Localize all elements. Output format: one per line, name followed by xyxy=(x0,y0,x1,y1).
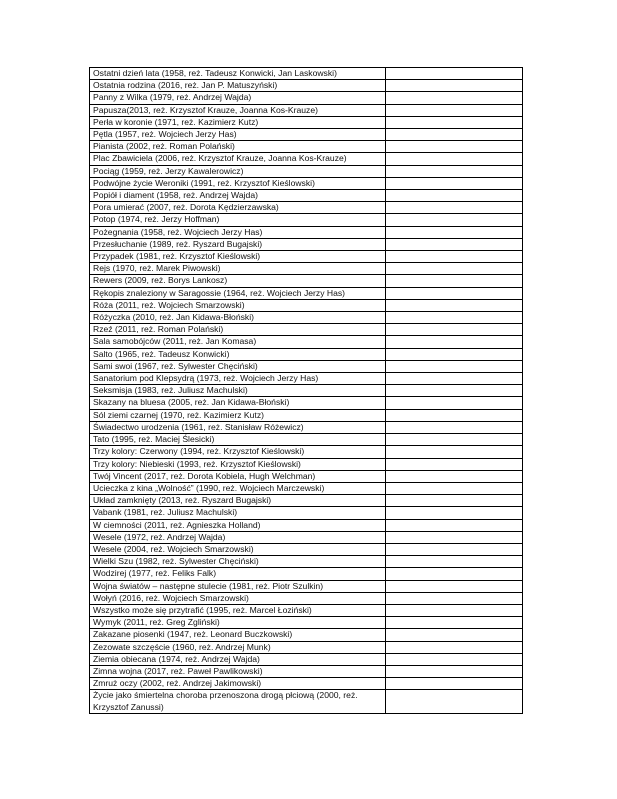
empty-cell xyxy=(386,92,523,104)
film-title-cell: Ostatni dzień lata (1958, reż. Tadeusz Konwicki, Jan Laskowski) xyxy=(90,68,386,80)
film-title-cell: Wodzirej (1977, reż. Feliks Falk) xyxy=(90,568,386,580)
table-row xyxy=(90,312,523,324)
film-title-cell: Zezowate szczęście (1960, reż. Andrzej Munk) xyxy=(90,641,386,653)
empty-cell xyxy=(386,360,523,372)
table-row xyxy=(90,190,523,202)
empty-cell xyxy=(386,446,523,458)
empty-cell xyxy=(386,531,523,543)
empty-cell xyxy=(386,543,523,555)
empty-cell xyxy=(386,507,523,519)
film-title-cell: Ziemia obiecana (1974, reż. Andrzej Wajda) xyxy=(90,653,386,665)
table-row xyxy=(90,165,523,177)
film-title-cell: Rewers (2009, reż. Borys Lankosz) xyxy=(90,275,386,287)
empty-cell xyxy=(386,592,523,604)
empty-cell xyxy=(386,104,523,116)
film-title-cell: Potop (1974, reż. Jerzy Hoffman) xyxy=(90,214,386,226)
table-row xyxy=(90,592,523,604)
film-title-cell: Pora umierać (2007, reż. Dorota Kędzierzawska) xyxy=(90,202,386,214)
empty-cell xyxy=(386,275,523,287)
table-row xyxy=(90,604,523,616)
film-title-cell: Ostatnia rodzina (2016, reż. Jan P. Matuszyński) xyxy=(90,80,386,92)
empty-cell xyxy=(386,177,523,189)
table-row xyxy=(90,251,523,263)
empty-cell xyxy=(386,202,523,214)
empty-cell xyxy=(386,165,523,177)
empty-cell xyxy=(386,470,523,482)
empty-cell xyxy=(386,80,523,92)
table-row xyxy=(90,519,523,531)
empty-cell xyxy=(386,141,523,153)
empty-cell xyxy=(386,312,523,324)
table-row xyxy=(90,68,523,80)
empty-cell xyxy=(386,68,523,80)
film-title-cell: Plac Zbawiciela (2006, reż. Krzysztof Krauze, Joanna Kos-Krauze) xyxy=(90,153,386,165)
film-title-cell: Popiół i diament (1958, reż. Andrzej Wajda) xyxy=(90,190,386,202)
table-row xyxy=(90,446,523,458)
table-row xyxy=(90,653,523,665)
table-row xyxy=(90,507,523,519)
table-row xyxy=(90,385,523,397)
empty-cell xyxy=(386,495,523,507)
empty-cell xyxy=(386,251,523,263)
film-title-cell: Seksmisja (1983, reż. Juliusz Machulski) xyxy=(90,385,386,397)
film-title-cell: Wesele (2004, reż. Wojciech Smarzowski) xyxy=(90,543,386,555)
film-title-cell: Wesele (1972, reż. Andrzej Wajda) xyxy=(90,531,386,543)
empty-cell xyxy=(386,397,523,409)
film-title-cell: Róża (2011, reż. Wojciech Smarzowski) xyxy=(90,299,386,311)
empty-cell xyxy=(386,287,523,299)
empty-cell xyxy=(386,299,523,311)
table-row xyxy=(90,141,523,153)
film-title-cell: Układ zamknięty (2013, reż. Ryszard Bugajski) xyxy=(90,495,386,507)
table-row xyxy=(90,104,523,116)
table-row xyxy=(90,397,523,409)
film-title-cell: Rękopis znaleziony w Saragossie (1964, reż. Wojciech Jerzy Has) xyxy=(90,287,386,299)
film-title-cell: Rejs (1970, reż. Marek Piwowski) xyxy=(90,263,386,275)
table-row xyxy=(90,360,523,372)
empty-cell xyxy=(386,434,523,446)
empty-cell xyxy=(386,458,523,470)
table-row xyxy=(90,665,523,677)
table-row xyxy=(90,690,523,713)
table-row xyxy=(90,348,523,360)
table-row xyxy=(90,580,523,592)
film-title-cell: Twój Vincent (2017, reż. Dorota Kobiela, Hugh Welchman) xyxy=(90,470,386,482)
film-title-cell: Przypadek (1981, reż. Krzysztof Kieślowski) xyxy=(90,251,386,263)
film-table-body xyxy=(90,68,523,714)
film-title-cell: Zimna wojna (2017, reż. Paweł Pawlikowski) xyxy=(90,665,386,677)
film-title-cell: Sala samobójców (2011, reż. Jan Komasa) xyxy=(90,336,386,348)
film-title-cell: Trzy kolory: Niebieski (1993, reż. Krzysztof Kieślowski) xyxy=(90,458,386,470)
empty-cell xyxy=(386,324,523,336)
table-row xyxy=(90,226,523,238)
table-row xyxy=(90,324,523,336)
table-row xyxy=(90,287,523,299)
empty-cell xyxy=(386,116,523,128)
film-title-cell: Przesłuchanie (1989, reż. Ryszard Bugajski) xyxy=(90,238,386,250)
film-title-cell: Podwójne życie Weroniki (1991, reż. Krzysztof Kieślowski) xyxy=(90,177,386,189)
film-title-cell: Vabank (1981, reż. Juliusz Machulski) xyxy=(90,507,386,519)
empty-cell xyxy=(386,226,523,238)
table-row xyxy=(90,214,523,226)
empty-cell xyxy=(386,214,523,226)
empty-cell xyxy=(386,263,523,275)
empty-cell xyxy=(386,665,523,677)
empty-cell xyxy=(386,653,523,665)
film-title-cell: Trzy kolory: Czerwony (1994, reż. Krzysztof Kieślowski) xyxy=(90,446,386,458)
film-title-cell: Skazany na bluesa (2005, reż. Jan Kidawa-Błoński) xyxy=(90,397,386,409)
table-row xyxy=(90,409,523,421)
table-row xyxy=(90,80,523,92)
table-row xyxy=(90,153,523,165)
film-title-cell: Wielki Szu (1982, reż. Sylwester Chęciński) xyxy=(90,556,386,568)
empty-cell xyxy=(386,641,523,653)
empty-cell xyxy=(386,373,523,385)
table-row xyxy=(90,434,523,446)
film-title-cell: Pianista (2002, reż. Roman Polański) xyxy=(90,141,386,153)
film-title-cell: Perła w koronie (1971, reż. Kazimierz Kutz) xyxy=(90,116,386,128)
film-title-cell: Świadectwo urodzenia (1961, reż. Stanisław Różewicz) xyxy=(90,421,386,433)
table-row xyxy=(90,238,523,250)
film-title-cell: Wymyk (2011, reż. Greg Zgliński) xyxy=(90,617,386,629)
table-row xyxy=(90,641,523,653)
table-row xyxy=(90,373,523,385)
empty-cell xyxy=(386,409,523,421)
table-row xyxy=(90,177,523,189)
table-row xyxy=(90,275,523,287)
table-row xyxy=(90,116,523,128)
table-row xyxy=(90,421,523,433)
empty-cell xyxy=(386,556,523,568)
empty-cell xyxy=(386,421,523,433)
film-title-cell: Pętla (1957, reż. Wojciech Jerzy Has) xyxy=(90,129,386,141)
film-title-cell: Rzeź (2011, reż. Roman Polański) xyxy=(90,324,386,336)
film-title-cell: Różyczka (2010, reż. Jan Kidawa-Błoński) xyxy=(90,312,386,324)
table-row xyxy=(90,458,523,470)
table-row xyxy=(90,629,523,641)
table-row xyxy=(90,92,523,104)
film-title-cell: Pożegnania (1958, reż. Wojciech Jerzy Has) xyxy=(90,226,386,238)
empty-cell xyxy=(386,580,523,592)
empty-cell xyxy=(386,678,523,690)
table-row xyxy=(90,336,523,348)
film-title-cell: Panny z Wilka (1979, reż. Andrzej Wajda) xyxy=(90,92,386,104)
table-row xyxy=(90,617,523,629)
empty-cell xyxy=(386,482,523,494)
film-title-cell: Salto (1965, reż. Tadeusz Konwicki) xyxy=(90,348,386,360)
film-title-cell: Sanatorium pod Klepsydrą (1973, reż. Wojciech Jerzy Has) xyxy=(90,373,386,385)
film-title-cell: Wojna światów – następne stulecie (1981, reż. Piotr Szulkin) xyxy=(90,580,386,592)
film-title-cell: Sami swoi (1967, reż. Sylwester Chęciński) xyxy=(90,360,386,372)
table-row xyxy=(90,568,523,580)
empty-cell xyxy=(386,336,523,348)
empty-cell xyxy=(386,129,523,141)
empty-cell xyxy=(386,604,523,616)
table-row xyxy=(90,543,523,555)
empty-cell xyxy=(386,629,523,641)
film-title-cell: Ucieczka z kina „Wolność” (1990, reż. Wojciech Marczewski) xyxy=(90,482,386,494)
table-row xyxy=(90,299,523,311)
table-row xyxy=(90,470,523,482)
empty-cell xyxy=(386,348,523,360)
table-row xyxy=(90,202,523,214)
empty-cell xyxy=(386,238,523,250)
table-row xyxy=(90,495,523,507)
table-row xyxy=(90,263,523,275)
empty-cell xyxy=(386,568,523,580)
table-row xyxy=(90,678,523,690)
film-title-cell: Zmruż oczy (2002, reż. Andrzej Jakimowski) xyxy=(90,678,386,690)
empty-cell xyxy=(386,690,523,713)
film-title-cell: Sól ziemi czarnej (1970, reż. Kazimierz Kutz) xyxy=(90,409,386,421)
film-title-cell: Wołyń (2016, reż. Wojciech Smarzowski) xyxy=(90,592,386,604)
empty-cell xyxy=(386,519,523,531)
empty-cell xyxy=(386,617,523,629)
empty-cell xyxy=(386,190,523,202)
table-row xyxy=(90,556,523,568)
film-title-cell: Papusza(2013, reż. Krzysztof Krauze, Joanna Kos-Krauze) xyxy=(90,104,386,116)
empty-cell xyxy=(386,385,523,397)
film-title-cell: Tato (1995, reż. Maciej Ślesicki) xyxy=(90,434,386,446)
table-row xyxy=(90,482,523,494)
empty-cell xyxy=(386,153,523,165)
film-title-cell: W ciemności (2011, reż. Agnieszka Holland) xyxy=(90,519,386,531)
film-title-cell: Pociąg (1959, reż. Jerzy Kawalerowicz) xyxy=(90,165,386,177)
film-title-cell: Zakazane piosenki (1947, reż. Leonard Buczkowski) xyxy=(90,629,386,641)
table-row xyxy=(90,531,523,543)
table-row xyxy=(90,129,523,141)
film-title-cell: Wszystko może się przytrafić (1995, reż. Marcel Łoziński) xyxy=(90,604,386,616)
film-title-cell: Życie jako śmiertelna choroba przenoszona drogą płciową (2000, reż. Krzysztof Zanussi) xyxy=(90,690,386,713)
film-table xyxy=(89,67,523,714)
